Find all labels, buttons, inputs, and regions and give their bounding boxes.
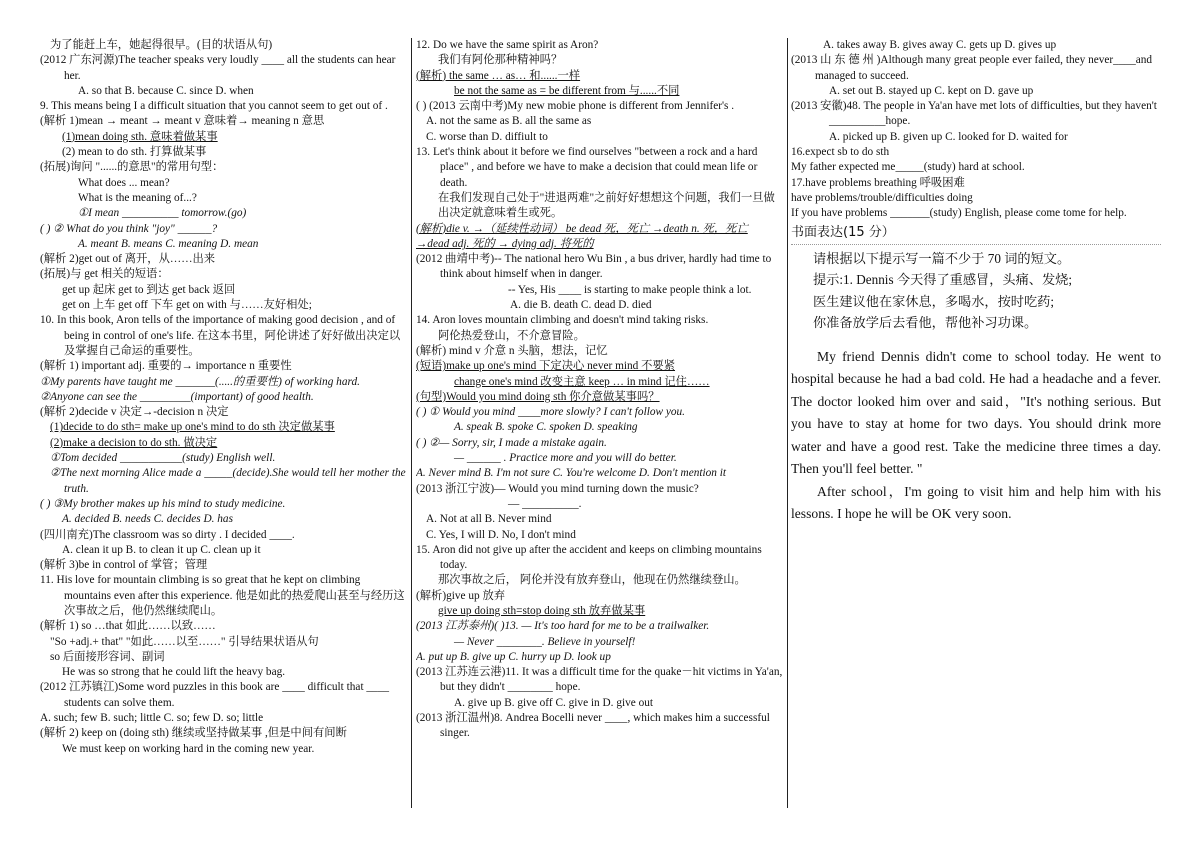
analysis-line: (解析 1)mean → meant → meant v 意味着→ meaning n 意思 — [40, 115, 325, 128]
usage-line: so 后面接形容词、副词 — [50, 650, 165, 663]
usage-line: (2) mean to do sth. 打算做某事 — [62, 146, 207, 159]
dialog-line: — ______ . Practice more and you will do better. — [454, 452, 677, 465]
translation-line: 在我们发现自己处于"进退两难"之前好好想想这个问题，我们一旦做出决定就意味着生或死。 — [438, 191, 775, 220]
exercise-blank: ①My parents have taught me _______(.....的重要性) of working hard. — [40, 375, 360, 388]
analysis-line: (解析 2)get out of 离开，从……出来 — [40, 253, 216, 266]
exercise-blank: ②The next morning Alice made a _____(decide).She would tell her mother the truth. — [50, 467, 406, 495]
answer-options: A. so that B. because C. since D. when — [78, 84, 254, 97]
exercise-question: (2012 曲靖中考)-- The national hero Wu Bin , a bus driver, hardly had time to think about himself when in danger. — [416, 253, 772, 281]
example-line: He was so strong that he could lift the heavy bag. — [62, 666, 286, 679]
exercise-blank: If you have problems _______(study) English, please come tome for help. — [791, 207, 1127, 220]
exercise-question: ( ) (2013 云南中考)My new mobie phone is different from Jennifer's . — [416, 100, 735, 113]
analysis-line: (解析 2) keep on (doing sth) 继续或坚持做某事 ,但是中间有间断 — [40, 727, 347, 740]
dialog-line: -- Yes, His ____ is starting to make people think a lot. — [508, 283, 752, 296]
sentence-item: 12. Do we have the same spirit as Aron? — [416, 39, 599, 51]
usage-line: (2)make a decision to do sth. 做决定 — [50, 436, 218, 449]
pattern-line: What is the meaning of...? — [78, 191, 197, 204]
answer-options: A. put up B. give up C. hurry up D. look up — [416, 650, 611, 663]
exercise-question: (2013 江苏泰州)( )13. — It's too hard for me to be a trailwalker. — [416, 620, 710, 633]
exercise-question: (2013 浙江温州)8. Andrea Bocelli never ____, which makes him a successful singer. — [416, 712, 770, 740]
answer-options: A. meant B. means C. meaning D. mean — [78, 237, 259, 250]
phrase-line: change one's mind 改变主意 keep … in mind 记住…… — [454, 375, 710, 388]
writing-prompt: 请根据以下提示写一篇不少于 70 词的短文。 — [813, 250, 1071, 266]
answer-options: A. such; few B. such; little C. so; few D. so; little — [40, 712, 264, 725]
answer-options: A. speak B. spoke C. spoken D. speaking — [454, 421, 638, 434]
answer-options: A. Never mind B. I'm not sure C. You're welcome D. Don't mention it — [416, 467, 727, 480]
column-left — [40, 38, 408, 757]
phrase-line: get on 上车 get off 下车 get on with 与……友好相处; — [62, 299, 312, 312]
analysis-line: (解析) mind v 介意 n 头脑，想法，记忆 — [416, 344, 608, 357]
extension-line: (拓展)询问 "......的意思"的常用句型： — [40, 161, 224, 174]
dialog-line: — __________. — [508, 497, 582, 510]
phrase-line: have problems/trouble/difficulties doing — [791, 191, 973, 204]
usage-line: "So +adj.+ that" "如此……以至……" 引导结果状语从句 — [50, 635, 319, 648]
translation-line: 那次事故之后， 阿伦并没有放弃登山，他现在仍然继续登山。 — [438, 574, 746, 587]
sentence-item: 9. This means being I a difficult situation that you cannot seem to get out of . — [40, 100, 388, 113]
answer-options: C. Yes, I will D. No, I don't mind — [426, 528, 576, 541]
essay-paragraph: My friend Dennis didn't come to school today. He went to hospital because he had a bad cold. He had a headache and a fever. The doctor looked him over and said，"It's nothing serious. But you have to stay at home for two days. You should drink more water and have a good rest. Take the medicine three times a day. Then you'll feel better. " — [791, 348, 1161, 477]
answer-options: A. decided B. needs C. decides D. has — [62, 513, 233, 526]
exercise-blank: ①Tom decided ___________(study) English well. — [50, 452, 276, 465]
column-divider-2 — [787, 38, 788, 808]
exercise-question: (2013 山 东 德 州 )Although many great people ever failed, they never____and managed to succeed. — [791, 54, 1153, 82]
analysis-line: (解析 1) important adj. 重要的→ importance n 重要性 — [40, 360, 292, 373]
sentence-item: 15. Aron did not give up after the accident and keeps on climbing mountains today. — [416, 543, 762, 572]
analysis-line: (解析 2)decide v 决定→-decision n 决定 — [40, 406, 229, 419]
analysis-line: (解析 3)be in control of 掌管；管理 — [40, 559, 208, 572]
analysis-line: (解析 1) so …that 如此……以致…… — [40, 620, 216, 633]
phrase-line: get up 起床 get to 到达 get back 返回 — [62, 283, 236, 296]
dialog-line: — Never ________. Believe in yourself! — [454, 635, 636, 648]
column-right — [791, 38, 1161, 526]
analysis-line: (解析)give up 放弃 — [416, 589, 506, 602]
answer-options: A. picked up B. given up C. looked for D. waited for — [829, 130, 1068, 143]
answer-options: A. takes away B. gives away C. gets up D. gives up — [823, 39, 1057, 51]
exercise-blank: ②Anyone can see the _________(important) of good health. — [40, 390, 314, 403]
column-divider-1 — [411, 38, 412, 808]
exercise-question: ( ) ③My brother makes up his mind to study medicine. — [40, 497, 286, 510]
example-line: We must keep on working hard in the coming new year. — [62, 742, 315, 755]
writing-prompt: 医生建议他在家休息，多喝水，按时吃药; — [813, 293, 1055, 309]
exercise-question: (四川南充)The classroom was so dirty . I decided ____. — [40, 528, 295, 541]
exercise-blank: My father expected me_____(study) hard at school. — [791, 161, 1025, 174]
analysis-line: →dead adj. 死的 → dying adj. 将死的 — [416, 237, 594, 250]
analysis-line: (解析) the same … as… 和......一样 — [416, 69, 581, 82]
exercise-question: (2012 广东河源)The teacher speaks very loudly ____ all the students can hear her. — [40, 54, 396, 82]
writing-section-title: 书面表达(15 分） — [791, 222, 1161, 245]
writing-prompt: 提示:1. Dennis 今天得了重感冒，头痛、发烧; — [813, 272, 1072, 288]
sentence-item: 11. His love for mountain climbing is so great that he kept on climbing mountains even after this experience. 他是如此的热爱爬山甚至与经历这次事故之后，他仍然继续爬山。 — [40, 574, 405, 617]
answer-options: A. die B. death C. dead D. died — [510, 299, 652, 312]
exercise-question: ( ) ① Would you mind ____more slowly? I can't follow you. — [416, 406, 686, 419]
exercise-question: ( ) ②— Sorry, sir, I made a mistake again. — [416, 436, 607, 449]
phrase-line: 16.expect sb to do sth — [791, 146, 890, 159]
answer-options: A. give up B. give off C. give in D. give out — [454, 696, 654, 709]
sentence-item: 10. In this book, Aron tells of the importance of making good decision , and of being in control of one's life. 在这本书里，阿伦讲述了好好做出决定以及掌握自己命运的重要性。 — [40, 314, 401, 357]
phrase-line: (短语)make up one's mind 下定决心 never mind 不要紧 — [416, 360, 676, 373]
answer-options: A. not the same as B. all the same as — [426, 115, 592, 128]
answer-options: A. clean it up B. to clean it up C. clean up it — [62, 543, 261, 556]
translation-line: 阿伦热爱登山，不介意冒险。 — [438, 329, 585, 342]
column-middle — [416, 38, 784, 742]
analysis-line: (解析)die v. →（延续性动词） be dead 死，死亡 →death n. 死，死亡 — [416, 222, 748, 235]
exercise-question: ( ) ② What do you think "joy" ______? — [40, 222, 218, 235]
exercise-question: (2013 浙江宁波)— Would you mind turning down the music? — [416, 482, 699, 495]
pattern-line: What does ... mean? — [78, 176, 170, 189]
answer-options: A. Not at all B. Never mind — [426, 513, 552, 526]
usage-line: (1)decide to do sth= make up one's mind to do sth 决定做某事 — [50, 421, 335, 434]
exercise-question: (2013 安徽)48. The people in Ya'an have met lots of difficulties, but they haven't __________hope. — [791, 100, 1157, 128]
usage-line: be not the same as = be different from 与......不同 — [454, 84, 680, 97]
essay-paragraph: After school，I'm going to visit him and help him with his lessons. I hope he will be OK very soon. — [791, 483, 1161, 522]
exercise-question: (2012 江苏镇江)Some word puzzles in this book are ____ difficult that ____ students can solve them. — [40, 681, 390, 709]
pattern-line: (句型)Would you mind doing sth 你介意做某事吗？ — [416, 390, 660, 403]
exercise-question: (2013 江苏连云港)11. It was a difficult time for the quake－hit victims in Ya'an, but they didn't ________ hope. — [416, 666, 783, 694]
answer-options: C. worse than D. diffiult to — [426, 130, 548, 143]
phrase-line: 17.have problems breathing 呼吸困难 — [791, 176, 965, 189]
sentence-item: 14. Aron loves mountain climbing and doesn't mind taking risks. — [416, 314, 709, 327]
text-line: 为了能赶上车，她起得很早。(目的状语从句) — [50, 39, 273, 51]
extension-line: (拓展)与 get 相关的短语： — [40, 268, 169, 281]
exercise-blank: ①I mean __________ tomorrow.(go) — [78, 207, 247, 220]
answer-options: A. set out B. stayed up C. kept on D. gave up — [829, 84, 1034, 97]
sentence-item: 13. Let's think about it before we find ourselves "between a rock and a hard place" , and before we have to make a decision that could mean life or death. — [416, 146, 758, 189]
usage-line: give up doing sth=stop doing sth 放弃做某事 — [438, 604, 646, 617]
translation-line: 我们有阿伦那种精神吗？ — [438, 54, 563, 67]
writing-prompt: 你准备放学后去看他，帮他补习功课。 — [813, 315, 1038, 331]
usage-line: (1)mean doing sth. 意味着做某事 — [62, 130, 218, 143]
